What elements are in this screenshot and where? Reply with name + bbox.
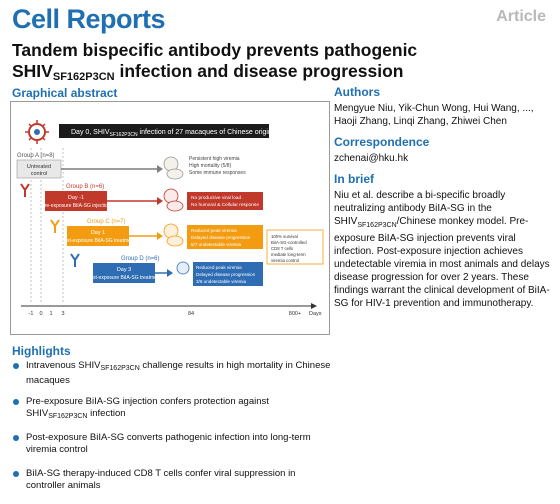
side-note-line-3: CD8 T cells <box>271 246 294 251</box>
group-a-label: Group A (n=8) <box>17 153 55 159</box>
monkey-icon <box>177 262 189 274</box>
axis-tick: 0 <box>39 311 43 317</box>
group-d-day: Day 3 <box>116 267 132 273</box>
highlights-list <box>12 360 332 504</box>
infection-banner-text: Day 0, $SHIV_{SF162P3CN}$ infection of 27 macaques of Chinese origin <box>71 129 272 138</box>
group-b-outcome-1: No productive viral load <box>191 196 242 201</box>
monkey-icon <box>164 189 183 211</box>
group-d-label: Group D (n=6) <box>121 256 160 262</box>
highlight-item: Pre-exposure BiIA-SG injection confers protection against $SHIV_{SF162P3CN}$ infection <box>12 396 332 423</box>
authors-heading: Authors <box>334 85 380 99</box>
virus-icon <box>25 120 49 144</box>
journal-name: Cell Reports <box>12 4 166 34</box>
group-a-outcome-1: Persistent high viremia <box>189 156 240 162</box>
highlights-heading: Highlights <box>12 344 71 358</box>
group-a-outcome-2: High mortality (5/8) <box>189 163 232 169</box>
group-b-day: Day -1 <box>67 195 85 201</box>
bullet-icon <box>13 471 19 477</box>
axis-unit: Days <box>309 311 322 317</box>
group-c-treatment: Post-exposure BiIA-SG treatment <box>60 238 136 244</box>
group-c-day: Day 1 <box>90 230 106 236</box>
in-brief-heading: In brief <box>334 172 375 186</box>
paper-title <box>12 40 552 88</box>
article-type-label: Article <box>496 8 546 25</box>
group-a-treatment-line-2: control <box>30 171 48 177</box>
axis-tick: 3 <box>61 311 65 317</box>
side-note-line-5: viremia control <box>271 258 299 263</box>
axis-tick: 800+ <box>288 311 302 317</box>
bullet-icon <box>13 363 19 369</box>
axis-tick: 1 <box>49 311 53 317</box>
group-d-outcome-1: Reduced peak viremia <box>196 265 242 270</box>
side-note-line-4: mediate long-term <box>271 252 306 257</box>
monkey-icon <box>164 157 183 179</box>
highlight-item: Post-exposure BiIA-SG converts pathogenic infection into long-term viremia control <box>12 432 332 459</box>
group-a-treatment-line-1: Untreated <box>26 164 52 170</box>
title-line-1: Tandem bispecific antibody prevents pathogenic <box>12 40 418 60</box>
antibody-icon <box>21 184 29 197</box>
antibody-icon <box>71 254 79 267</box>
group-c-label: Group C (n=7) <box>87 219 126 225</box>
correspondence-email[interactable]: zchenai@hku.hk <box>334 153 409 164</box>
correspondence-heading: Correspondence <box>334 135 430 149</box>
monkey-icon <box>164 224 183 246</box>
group-b-label: Group B (n=6) <box>66 184 105 190</box>
graphical-abstract-heading: Graphical abstract <box>12 86 118 100</box>
title-line-2: $SHIV_{SF162P3CN}$ infection and disease progression <box>12 61 404 83</box>
group-b-outcome-2: No humoral & Cellular response <box>191 203 259 208</box>
group-c-outcome-1: Reduced peak viremia <box>191 228 237 233</box>
group-c-outcome-2: Delayed disease progression <box>191 235 251 240</box>
in-brief-text: Niu et al. describe a bi-specific broadly neutralizing antibody BiIA-SG in the $SHIV_{SF162P3CN}$/Chinese monkey model. Pre-exposure BiIA-SG injection prevents viral infection. Post-exposure injection achieves undetectable viremia in most animals and delays disease progression for over 2 years. These findings warrant the clinical development of BiIA-SG for HIV-1 prevention and immunotherapy. <box>334 190 550 309</box>
authors-list: Mengyue Niu, Yik-Chun Wong, Hui Wang, ..., Haoji Zhang, Linqi Zhang, Zhiwei Chen <box>334 103 534 127</box>
axis-tick: 84 <box>187 311 195 317</box>
side-note-line-2: BiIA-SG-controlled <box>271 240 307 245</box>
side-note-line-1: 100% survival <box>271 234 298 239</box>
axis-tick: -1 <box>28 311 34 317</box>
group-d-outcome-3: 3/6 undetectable viremia <box>196 279 247 284</box>
antibody-icon <box>51 220 59 233</box>
sidebar-info <box>334 86 552 310</box>
group-d-outcome-2: Delayed disease progression <box>196 272 256 277</box>
bullet-icon <box>13 435 19 441</box>
group-d-treatment: Post-exposure BiIA-SG treatment <box>86 275 162 281</box>
group-a-outcome-3: Some immune responses <box>189 170 246 176</box>
highlight-item: BiIA-SG therapy-induced CD8 T cells confer viral suppression in controller animals <box>12 468 332 495</box>
bullet-icon <box>13 399 19 405</box>
group-c-outcome-3: 5/7 undetectable viremia <box>191 242 242 247</box>
graphical-abstract-figure <box>10 101 330 335</box>
highlight-item: Intravenous $SHIV_{SF162P3CN}$ challenge results in high mortality in Chinese macaques <box>12 360 332 387</box>
group-b-treatment: Pre-exposure BiIA-SG injection <box>41 203 111 209</box>
